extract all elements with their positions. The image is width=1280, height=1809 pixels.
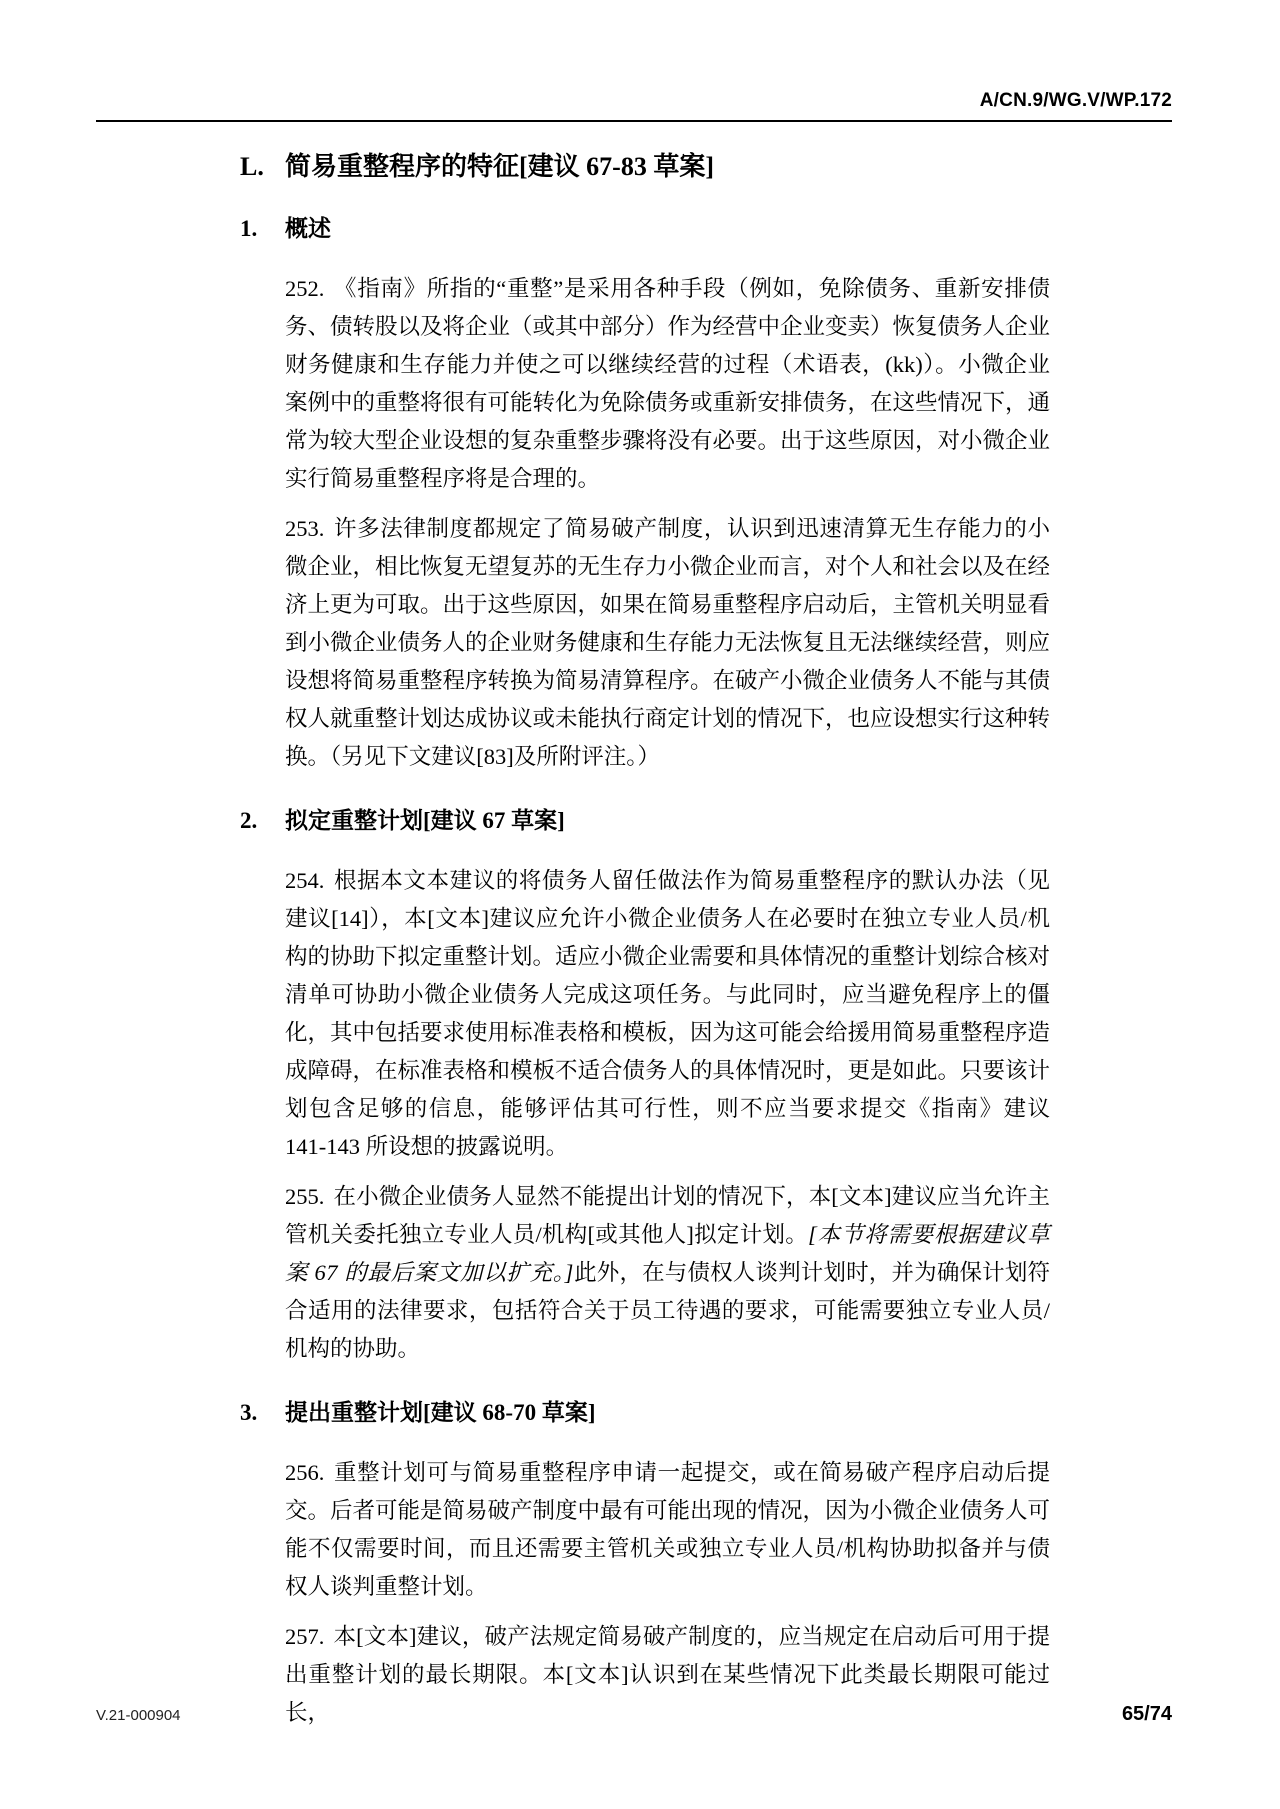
paragraph-253-number: 253. (285, 516, 325, 541)
subsection-3-heading (240, 1398, 1050, 1428)
paragraph-255 (285, 1178, 1050, 1368)
document-body (240, 150, 1050, 1732)
paragraph-257-text: 本[文本]建议，破产法规定简易破产制度的，应当规定在启动后可用于提出重整计划的最长期限。本[文本]认识到在某些情况下此类最长期限可能过长， (285, 1624, 1050, 1725)
subsection-2-heading (240, 806, 1050, 836)
subsection-3-number: 3. (240, 1400, 258, 1425)
subsection-1-heading (240, 214, 1050, 244)
paragraph-257-number: 257. (285, 1624, 325, 1649)
job-number: V.21-000904 (96, 1707, 181, 1724)
paragraph-256 (285, 1454, 1050, 1606)
paragraph-253 (285, 510, 1050, 776)
section-l-heading (240, 150, 1050, 184)
page-header (96, 0, 1172, 122)
section-l-title: 简易重整程序的特征[建议 67-83 草案] (285, 152, 714, 181)
paragraph-254-text: 根据本文本建议的将债务人留任做法作为简易重整程序的默认办法（见建议[14]），本[文本]建议应允许小微企业债务人在必要时在独立专业人员/机构的协助下拟定重整计划。适应小微企业需要和具体情况的重整计划综合核对清单可协助小微企业债务人完成这项任务。与此同时，应当避免程序上的僵化，其中包括要求使用标准表格和模板，因为这可能会给援用简易重整程序造成障碍，在标准表格和模板不适合债务人的具体情况时，更是如此。只要该计划包含足够的信息，能够评估其可行性，则不应当要求提交《指南》建议 141-143 所设想的披露说明。 (285, 868, 1051, 1159)
subsection-1-title: 概述 (285, 216, 331, 241)
paragraph-252 (285, 270, 1050, 498)
paragraph-255-text-after: 此外，在与债权人谈判计划时，并为确保计划符合适用的法律要求，包括符合关于员工待遇的要求，可能需要独立专业人员/机构的协助。 (285, 1260, 1050, 1361)
paragraph-256-number: 256. (285, 1460, 325, 1485)
paragraph-252-number: 252. (285, 276, 325, 301)
paragraph-255-italic-note: [本节将需要根据建议草案 67 的最后案文加以扩充。] (285, 1222, 1050, 1285)
subsection-2-number: 2. (240, 808, 258, 833)
paragraph-255-text-before: 在小微企业债务人显然不能提出计划的情况下，本[文本]建议应当允许主管机关委托独立专业人员/机构[或其他人]拟定计划。 (285, 1184, 1050, 1247)
page-footer (96, 1703, 1172, 1726)
document-symbol: A/CN.9/WG.V/WP.172 (979, 90, 1172, 111)
paragraph-254-number: 254. (285, 868, 325, 893)
section-l-number: L. (240, 152, 264, 181)
header-rule (96, 120, 1172, 122)
paragraph-253-text: 许多法律制度都规定了简易破产制度，认识到迅速清算无生存能力的小微企业，相比恢复无望复苏的无生存力小微企业而言，对个人和社会以及在经济上更为可取。出于这些原因，如果在简易重整程序启动后，主管机关明显看到小微企业债务人的企业财务健康和生存能力无法恢复且无法继续经营，则应设想将简易重整程序转换为简易清算程序。在破产小微企业债务人不能与其债权人就重整计划达成协议或未能执行商定计划的情况下，也应设想实行这种转换。（另见下文建议[83]及所附评注。） (285, 516, 1051, 769)
subsection-2-title: 拟定重整计划[建议 67 草案] (285, 808, 565, 833)
paragraph-255-number: 255. (285, 1184, 325, 1209)
paragraph-252-text: 《指南》所指的“重整”是采用各种手段（例如，免除债务、重新安排债务、债转股以及将企业（或其中部分）作为经营中企业变卖）恢复债务人企业财务健康和生存能力并使之可以继续经营的过程（术语表，(kk)）。小微企业案例中的重整将很有可能转化为免除债务或重新安排债务，在这些情况下，通常为较大型企业设想的复杂重整步骤将没有必要。出于这些原因，对小微企业实行简易重整程序将是合理的。 (285, 276, 1051, 491)
paragraph-254 (285, 862, 1050, 1166)
page-number: 65/74 (1121, 1703, 1172, 1725)
paragraph-256-text: 重整计划可与简易重整程序申请一起提交，或在简易破产程序启动后提交。后者可能是简易破产制度中最有可能出现的情况，因为小微企业债务人可能不仅需要时间，而且还需要主管机关或独立专业人员/机构协助拟备并与债权人谈判重整计划。 (285, 1460, 1051, 1599)
subsection-1-number: 1. (240, 216, 258, 241)
subsection-3-title: 提出重整计划[建议 68-70 草案] (285, 1400, 596, 1425)
